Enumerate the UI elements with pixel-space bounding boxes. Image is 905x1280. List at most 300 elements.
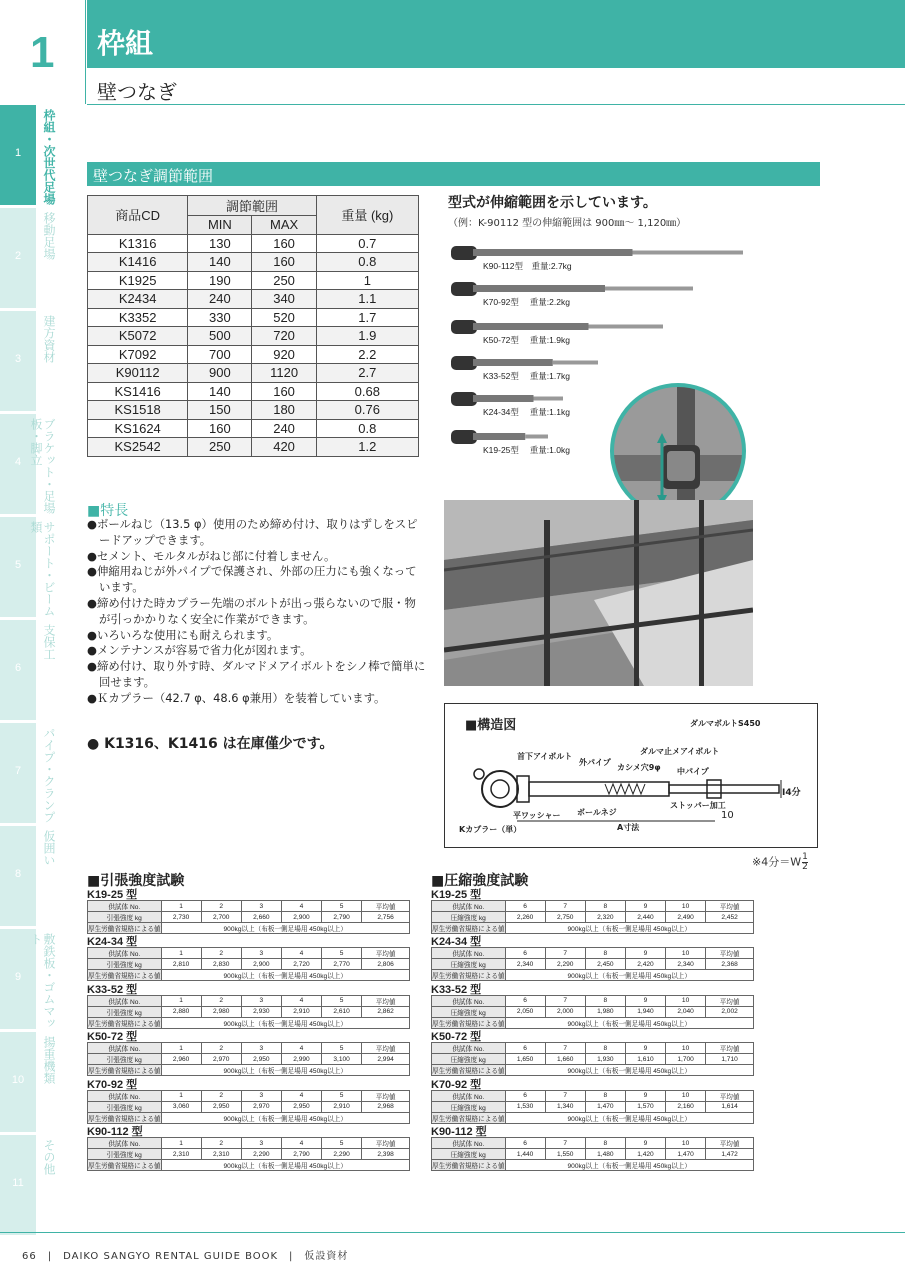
table-cell: 2,700 [201, 912, 241, 923]
sidebar-item-label[interactable]: パイプ・クランプ [42, 727, 56, 823]
table-cell: 1,700 [666, 1054, 706, 1065]
table-cell: 10 [666, 1043, 706, 1054]
table-cell: 2,002 [706, 1006, 754, 1017]
table-cell: 厚生労働省規格による値 [88, 1160, 162, 1171]
table-cell: 7 [545, 1138, 585, 1149]
table-cell: 3,060 [161, 1101, 201, 1112]
sidebar-item-label[interactable]: 揚重機類 [42, 1036, 56, 1084]
table-cell: 2.7 [316, 364, 418, 383]
table-row [88, 1101, 410, 1112]
table-row [88, 1054, 410, 1065]
table-row [88, 1090, 410, 1101]
table-cell: 2,310 [161, 1149, 201, 1160]
sidebar-item-label[interactable]: サポート・ビーム類 [29, 521, 56, 617]
table-cell: 1,650 [505, 1054, 545, 1065]
table-cell: 900kg以上（布板一側足場用 450kg以上） [505, 1017, 753, 1028]
pipe-model-label: K50-72型 重量:1.9kg [483, 335, 570, 345]
table-row [88, 1149, 410, 1160]
table-cell: 900kg以上（布板一側足場用 450kg以上） [505, 923, 753, 934]
table-cell: 180 [252, 401, 316, 420]
table-cell: 240 [188, 290, 252, 309]
table-cell: 1 [161, 1138, 201, 1149]
table-cell: 5 [322, 901, 362, 912]
table-cell: 5 [322, 995, 362, 1006]
compress-model-name: K33-52 型 [431, 983, 482, 996]
table-cell: K1416 [88, 253, 188, 272]
tensile-table [87, 995, 410, 1029]
table-cell: 330 [188, 308, 252, 327]
table-cell: 160 [252, 382, 316, 401]
table-cell: KS2542 [88, 438, 188, 457]
table-cell: K2434 [88, 290, 188, 309]
table-row [432, 970, 754, 981]
table-row [88, 912, 410, 923]
table-cell: 1,480 [585, 1149, 625, 1160]
sidebar-item-number: 1 [14, 147, 22, 159]
table-cell: 1,980 [585, 1006, 625, 1017]
label-asun: A寸法 [617, 823, 640, 832]
table-cell: 7 [545, 1090, 585, 1101]
table-cell: 6 [505, 948, 545, 959]
table-row [88, 364, 419, 383]
table-cell: 2,340 [666, 959, 706, 970]
table-cell: 供試体 No. [432, 901, 506, 912]
table-cell: 2 [201, 1090, 241, 1101]
table-cell: 厚生労働省規格による値 [432, 1065, 506, 1076]
footer-divider [0, 1232, 905, 1233]
table-cell: 1,472 [706, 1149, 754, 1160]
table-cell: 2,490 [666, 912, 706, 923]
sidebar-item-3[interactable] [0, 311, 36, 411]
compress-model-name: K19-25 型 [431, 889, 482, 901]
table-cell: 1,440 [505, 1149, 545, 1160]
table-cell: 厚生労働省規格による値 [88, 1112, 162, 1123]
table-cell: 8 [585, 948, 625, 959]
table-row [432, 901, 754, 912]
table-row [432, 1065, 754, 1076]
table-cell: 厚生労働省規格による値 [432, 1017, 506, 1028]
table-row [88, 1043, 410, 1054]
table-cell: 1,610 [625, 1054, 665, 1065]
sidebar-item-label[interactable]: その他 [42, 1139, 56, 1175]
table-cell: 1 [316, 271, 418, 290]
table-cell: 700 [188, 345, 252, 364]
table-cell: 190 [188, 271, 252, 290]
table-row [88, 253, 419, 272]
range-table [87, 195, 419, 457]
table-row [432, 959, 754, 970]
pipe-model-label: K24-34型 重量:1.1kg [483, 407, 570, 417]
detail-zoom-circle [607, 383, 749, 519]
table-cell: KS1624 [88, 419, 188, 438]
table-cell: 1,940 [625, 1006, 665, 1017]
table-row [432, 1112, 754, 1123]
table-cell: 2,730 [161, 912, 201, 923]
range-header-weight: 重量 (kg) [316, 196, 418, 235]
table-cell: 0.68 [316, 382, 418, 401]
tensile-model-name: K24-34 型 [87, 936, 138, 949]
table-cell: 10 [666, 995, 706, 1006]
table-cell: 2,290 [241, 1149, 281, 1160]
range-section-title: 壁つなぎ調節範囲 [93, 167, 214, 185]
list-item: ●いろいろな使用にも耐えられます。 [87, 627, 279, 642]
compress-model-name: K50-72 型 [431, 1031, 482, 1044]
table-cell: 1,614 [706, 1101, 754, 1112]
table-cell: 2,806 [362, 959, 410, 970]
table-cell: 1120 [252, 364, 316, 383]
pipe-model-label: K90-112型 重量:2.7kg [483, 261, 572, 271]
table-cell: 引張強度 kg [88, 1006, 162, 1017]
table-cell: 1,470 [585, 1101, 625, 1112]
list-item: ●Ｋカプラー（42.7 φ、48.6 φ兼用）を装着しています。 [87, 690, 386, 705]
table-cell: 6 [505, 1043, 545, 1054]
table-cell: K1316 [88, 234, 188, 253]
table-cell: 2,790 [281, 1149, 321, 1160]
table-row [88, 234, 419, 253]
table-row [88, 345, 419, 364]
table-row [88, 995, 410, 1006]
table-cell: 平均値 [706, 995, 754, 1006]
table-row [88, 382, 419, 401]
table-cell: 150 [188, 401, 252, 420]
table-cell: 1,550 [545, 1149, 585, 1160]
table-cell: 1.9 [316, 327, 418, 346]
sidebar-item-label[interactable]: 建方資材 [42, 315, 56, 363]
table-cell: 2,994 [362, 1054, 410, 1065]
table-row [432, 1054, 754, 1065]
table-cell: 供試体 No. [432, 1090, 506, 1101]
table-cell: 2,160 [666, 1101, 706, 1112]
table-row [432, 912, 754, 923]
table-cell: 2 [201, 995, 241, 1006]
list-item: ●締め付け、取り外す時、ダルマドメアイボルトをシノ棒で簡単に回せます。 [87, 659, 426, 689]
table-cell: 520 [252, 308, 316, 327]
table-cell: 平均値 [706, 901, 754, 912]
table-cell: 1.2 [316, 438, 418, 457]
table-row [88, 438, 419, 457]
table-cell: 厚生労働省規格による値 [88, 1065, 162, 1076]
table-cell: 7 [545, 948, 585, 959]
table-cell: 160 [252, 253, 316, 272]
table-row [432, 1090, 754, 1101]
table-row [432, 1017, 754, 1028]
list-item: ●メンテナンスが容易で省力化が図れます。 [87, 643, 312, 658]
stock-note: ● K1316、K1416 は在庫僅少です。 [87, 736, 334, 752]
table-cell: 2,950 [241, 1054, 281, 1065]
table-cell: 720 [252, 327, 316, 346]
table-cell: 2,990 [281, 1054, 321, 1065]
table-cell: 3 [241, 995, 281, 1006]
table-row [88, 970, 410, 981]
table-cell: 9 [625, 1138, 665, 1149]
pipe-drawing [451, 320, 663, 334]
table-cell: 10 [666, 1138, 706, 1149]
label-sotopipe: 外パイプ [579, 758, 611, 767]
range-header-range: 調節範囲 [188, 196, 316, 216]
tensile-table [87, 1090, 410, 1124]
table-cell: 厚生労働省規格による値 [88, 1017, 162, 1028]
table-cell: 平均値 [362, 948, 410, 959]
sidebar-item-label[interactable]: 敷鉄板・ゴムマット [29, 933, 56, 1029]
table-cell: 8 [585, 995, 625, 1006]
table-cell: 2,610 [322, 1006, 362, 1017]
table-cell: 6 [505, 995, 545, 1006]
table-cell: 240 [252, 419, 316, 438]
table-cell: 7 [545, 995, 585, 1006]
table-cell: 2,310 [201, 1149, 241, 1160]
compress-model-name: K24-34 型 [431, 936, 482, 949]
table-cell: 0.8 [316, 253, 418, 272]
range-header-min: MIN [188, 216, 252, 235]
table-cell: 1,420 [625, 1149, 665, 1160]
structure-title: ■構造図 [465, 718, 517, 733]
table-cell: 420 [252, 438, 316, 457]
table-cell: 2,830 [201, 959, 241, 970]
table-row [432, 995, 754, 1006]
sidebar-item-number: 10 [11, 1074, 25, 1086]
table-cell: 2,050 [505, 1006, 545, 1017]
sidebar-item-number: 7 [14, 765, 22, 777]
sidebar-item-number: 11 [12, 1177, 24, 1189]
table-cell: K7092 [88, 345, 188, 364]
table-row [432, 1043, 754, 1054]
table-cell: 1.7 [316, 308, 418, 327]
page-subtitle: 壁つなぎ [97, 80, 177, 104]
table-cell: 9 [625, 1043, 665, 1054]
table-cell: 平均値 [362, 1138, 410, 1149]
table-cell: 平均値 [362, 1090, 410, 1101]
table-row [88, 327, 419, 346]
table-cell: 2,880 [161, 1006, 201, 1017]
label-ballscrew: ボールネジ [577, 808, 617, 817]
table-cell: 140 [188, 253, 252, 272]
table-cell: 1 [161, 901, 201, 912]
table-cell: 2,960 [161, 1054, 201, 1065]
table-cell: 引張強度 kg [88, 1149, 162, 1160]
table-cell: 5 [322, 1138, 362, 1149]
sidebar-item-label[interactable]: 仮囲い [42, 830, 56, 866]
table-cell: 2,910 [281, 1006, 321, 1017]
label-stopper: ストッパー加工 [670, 801, 726, 810]
label-yon: I4分 [782, 788, 801, 798]
features-title: ■特長 [87, 503, 129, 519]
table-row [88, 290, 419, 309]
chapter-title-band [87, 0, 905, 68]
range-header-code: 商品CD [88, 196, 188, 235]
table-cell: 圧縮強度 kg [432, 1101, 506, 1112]
sidebar-item-10[interactable] [0, 1032, 36, 1132]
sidebar-item-label[interactable]: 枠組・次世代足場 [42, 109, 56, 205]
table-cell: 引張強度 kg [88, 959, 162, 970]
structure-note-text: ※4分＝W [752, 855, 802, 869]
table-row [88, 1160, 410, 1171]
table-cell: 3,100 [322, 1054, 362, 1065]
table-cell: 平均値 [706, 1138, 754, 1149]
tensile-model-name: K70-92 型 [87, 1078, 138, 1091]
list-item: ●伸縮用ねじが外パイプで保護され、外部の圧力にも強くなっています。 [87, 564, 417, 595]
table-cell: 2,968 [362, 1101, 410, 1112]
table-cell: 2,980 [201, 1006, 241, 1017]
table-row [432, 923, 754, 934]
table-cell: 供試体 No. [432, 1138, 506, 1149]
table-cell: 平均値 [362, 995, 410, 1006]
table-cell: 4 [281, 1138, 321, 1149]
table-row [88, 271, 419, 290]
compress-table [431, 1042, 754, 1076]
table-row [88, 901, 410, 912]
chapter-title: 枠組 [97, 27, 154, 60]
sidebar-item-2[interactable] [0, 208, 36, 308]
pipe-drawing [451, 246, 743, 260]
pipe-model-label: K33-52型 重量:1.7kg [483, 371, 570, 381]
table-cell: 引張強度 kg [88, 912, 162, 923]
table-cell: 4 [281, 1090, 321, 1101]
table-cell: 9 [625, 901, 665, 912]
table-cell: 圧縮強度 kg [432, 912, 506, 923]
table-cell: 900 [188, 364, 252, 383]
table-cell: 0.8 [316, 419, 418, 438]
table-row [88, 1138, 410, 1149]
pipe-model-label: K70-92型 重量:2.2kg [483, 297, 570, 307]
table-cell: 6 [505, 901, 545, 912]
structure-diagram [444, 703, 818, 848]
table-cell: 供試体 No. [88, 948, 162, 959]
table-row [432, 1138, 754, 1149]
table-cell: 3 [241, 1090, 281, 1101]
sidebar-item-label[interactable]: 移動足場 [42, 212, 56, 260]
table-cell: 2,900 [241, 959, 281, 970]
models-note: （例：K-90112 型の伸縮範囲は 900㎜～ 1,120㎜） [448, 218, 687, 229]
sidebar-item-label[interactable]: 支保工 [42, 624, 56, 660]
table-cell: 4 [281, 1043, 321, 1054]
sidebar-item-11[interactable] [0, 1135, 36, 1235]
pipe-model-label: K19-25型 重量:1.0kg [483, 445, 570, 455]
table-cell: 2,770 [322, 959, 362, 970]
table-cell: 2,440 [625, 912, 665, 923]
table-cell: 2,340 [505, 959, 545, 970]
table-cell: 10 [666, 901, 706, 912]
table-cell: 2,260 [505, 912, 545, 923]
table-row [88, 1017, 410, 1028]
sidebar-item-6[interactable] [0, 620, 36, 720]
table-cell: 平均値 [706, 948, 754, 959]
tensile-model-name: K50-72 型 [87, 1031, 138, 1044]
table-cell: 2,368 [706, 959, 754, 970]
label-kubishita: 首下アイボルト [517, 752, 573, 761]
compress-title: ■圧縮強度試験 [431, 873, 529, 889]
table-cell: 2 [201, 1043, 241, 1054]
sidebar-item-number: 6 [14, 662, 22, 674]
chapter-number: 1 [30, 28, 55, 77]
compress-table [431, 900, 754, 934]
sidebar-item-7[interactable] [0, 723, 36, 823]
table-cell: 2,862 [362, 1006, 410, 1017]
table-cell: 2,320 [585, 912, 625, 923]
table-row [88, 308, 419, 327]
table-cell: KS1416 [88, 382, 188, 401]
table-cell: 250 [188, 438, 252, 457]
table-cell: 2,750 [545, 912, 585, 923]
table-cell: 3 [241, 1138, 281, 1149]
table-cell: 2,970 [241, 1101, 281, 1112]
table-cell: 圧縮強度 kg [432, 1006, 506, 1017]
table-cell: 10 [666, 948, 706, 959]
table-row [432, 1006, 754, 1017]
table-cell: 厚生労働省規格による値 [432, 970, 506, 981]
table-cell: 8 [585, 901, 625, 912]
sidebar-item-8[interactable] [0, 826, 36, 926]
table-cell: 平均値 [362, 901, 410, 912]
table-cell: 圧縮強度 kg [432, 959, 506, 970]
table-cell: 2,910 [322, 1101, 362, 1112]
table-cell: 厚生労働省規格による値 [432, 1112, 506, 1123]
compress-table [431, 947, 754, 981]
table-cell: 引張強度 kg [88, 1054, 162, 1065]
table-cell: 1 [161, 995, 201, 1006]
label-washer: 平ワッシャー [513, 811, 561, 820]
table-cell: 1,570 [625, 1101, 665, 1112]
table-cell: 供試体 No. [432, 1043, 506, 1054]
sidebar-item-number: 5 [14, 559, 22, 571]
table-row [88, 401, 419, 420]
list-item: ●ボールねじ（13.5 φ）使用のため締め付け、取りはずしをスピードアップできます。 [87, 517, 418, 547]
sidebar-item-label[interactable]: ブラケット・足場板・脚立 [29, 418, 56, 514]
table-cell: 2,040 [666, 1006, 706, 1017]
table-cell: 6 [505, 1090, 545, 1101]
table-cell: 2,452 [706, 912, 754, 923]
sidebar-item-1[interactable] [0, 105, 36, 205]
table-cell: 厚生労働省規格による値 [432, 923, 506, 934]
table-cell: 5 [322, 948, 362, 959]
table-cell: 2,790 [322, 912, 362, 923]
table-row [432, 948, 754, 959]
table-cell: 9 [625, 1090, 665, 1101]
table-cell: 8 [585, 1043, 625, 1054]
table-cell: 500 [188, 327, 252, 346]
features-list [87, 517, 427, 707]
tensile-model-name: K19-25 型 [87, 889, 138, 901]
label-darumabolt: ダルマボルトS450 [690, 719, 761, 728]
table-cell: 2,970 [201, 1054, 241, 1065]
table-cell: 900kg以上（布板一側足場用 450kg以上） [161, 923, 409, 934]
table-cell: 1 [161, 948, 201, 959]
tensile-model-name: K90-112 型 [87, 1126, 143, 1138]
table-cell: 920 [252, 345, 316, 364]
table-cell: 900kg以上（布板一側足場用 450kg以上） [161, 1065, 409, 1076]
table-cell: 900kg以上（布板一側足場用 450kg以上） [505, 1160, 753, 1171]
table-cell: 8 [585, 1138, 625, 1149]
table-cell: 160 [252, 234, 316, 253]
table-cell: 900kg以上（布板一側足場用 450kg以上） [161, 1017, 409, 1028]
table-cell: 250 [252, 271, 316, 290]
table-cell: 供試体 No. [432, 948, 506, 959]
table-cell: 2.2 [316, 345, 418, 364]
table-cell: 2,720 [281, 959, 321, 970]
structure-frac-num: 1 [802, 852, 808, 862]
table-cell: 7 [545, 1043, 585, 1054]
list-item: ●セメント、モルタルがねじ部に付着しません。 [87, 548, 336, 563]
table-cell: K3352 [88, 308, 188, 327]
table-cell: 10 [666, 1090, 706, 1101]
table-cell: 2 [201, 901, 241, 912]
table-cell: 5 [322, 1043, 362, 1054]
compress-table [431, 1137, 754, 1171]
table-cell: 1 [161, 1090, 201, 1101]
table-cell: 5 [322, 1090, 362, 1101]
table-row [432, 1160, 754, 1171]
table-row [88, 419, 419, 438]
table-cell: 1,470 [666, 1149, 706, 1160]
